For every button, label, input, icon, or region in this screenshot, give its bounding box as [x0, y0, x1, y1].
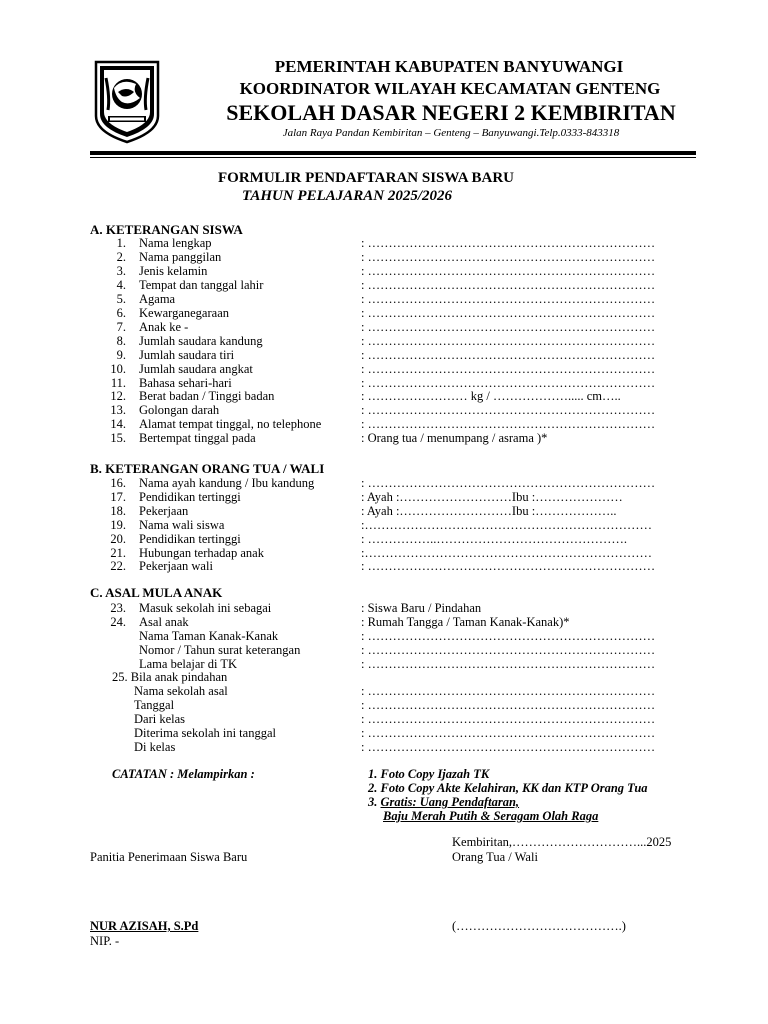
item-label: Pendidikan tertinggi: [139, 532, 241, 546]
guardian-signature-line: (………………………………….): [452, 919, 626, 933]
sub-item-value: : ……………………………………………………………: [361, 684, 656, 698]
item-number: 20.: [110, 532, 126, 546]
place-date: Kembiritan,…………………………...2025: [452, 835, 672, 849]
section-a-heading: A. KETERANGAN SISWA: [90, 222, 243, 237]
item-value: : ……………………………………………………………: [361, 292, 656, 306]
item-number: 1.: [116, 236, 126, 250]
item-label: Jumlah saudara tiri: [139, 348, 235, 362]
item-label: Jenis kelamin: [139, 264, 208, 278]
item-label: Asal anak: [139, 615, 189, 629]
section-b-heading: B. KETERANGAN ORANG TUA / WALI: [90, 461, 325, 476]
sub-item-value: : ……………………………………………………………: [361, 657, 656, 671]
header-address: Jalan Raya Pandan Kembiritan – Genteng – Banyuwangi.Telp.0333-843318: [282, 127, 620, 139]
item-value: : ……………..……………………………………….: [361, 532, 627, 546]
item-value: : …………………… kg / ………………..... cm…..: [361, 389, 621, 403]
item-value: : Siswa Baru / Pindahan: [361, 601, 482, 615]
sub-item-label: Lama belajar di TK: [139, 657, 237, 671]
item-value: : ……………………………………………………………: [361, 403, 656, 417]
item-number: 10.: [110, 362, 126, 376]
sub-item-label: Diterima sekolah ini tanggal: [134, 726, 276, 740]
item-number: 13.: [110, 403, 126, 417]
committee-name: NUR AZISAH, S.Pd: [90, 919, 199, 933]
sub-item-value: : ……………………………………………………………: [361, 698, 656, 712]
committee-role: Panitia Penerimaan Siswa Baru: [90, 850, 248, 864]
item-value: : ……………………………………………………………: [361, 306, 656, 320]
item-number: 12.: [110, 389, 126, 403]
item-value: : ……………………………………………………………: [361, 334, 656, 348]
item-label: Hubungan terhadap anak: [139, 546, 264, 560]
sub-item-value: : ……………………………………………………………: [361, 643, 656, 657]
item-label: Anak ke -: [139, 320, 189, 334]
item-value: : ……………………………………………………………: [361, 264, 656, 278]
item-number: 19.: [110, 518, 126, 532]
item-label: Jumlah saudara angkat: [139, 362, 253, 376]
item-number: 15.: [110, 431, 126, 445]
item-number: 18.: [110, 504, 126, 518]
form-title: FORMULIR PENDAFTARAN SISWA BARU: [218, 170, 514, 186]
item-value: : ……………………………………………………………: [361, 236, 656, 250]
header-rule-thin: [90, 157, 696, 158]
note-2: 2. Foto Copy Akte Kelahiran, KK dan KTP Orang Tua: [368, 781, 648, 795]
item-number: 11.: [110, 376, 126, 390]
sub-item-value: : ……………………………………………………………: [361, 740, 656, 754]
item-number: 22.: [110, 559, 126, 573]
item-value: : ……………………………………………………………: [361, 320, 656, 334]
sub-item-value: : ……………………………………………………………: [361, 726, 656, 740]
item-label: Berat badan / Tinggi badan: [139, 389, 275, 403]
item-value: : Rumah Tangga / Taman Kanak-Kanak)*: [361, 615, 570, 629]
item-label: Bertempat tinggal pada: [139, 431, 256, 445]
item-value: : Ayah :………………………Ibu :…………………: [361, 490, 623, 504]
committee-nip: NIP. -: [90, 934, 120, 948]
item-value: : Ayah :………………………Ibu :………………..: [361, 504, 617, 518]
header-rule-thick: [90, 151, 696, 155]
item-number: 17.: [110, 490, 126, 504]
item-value: : Orang tua / menumpang / asrama )*: [361, 431, 548, 445]
item-label: Nama lengkap: [139, 236, 212, 250]
header-school-name: SEKOLAH DASAR NEGERI 2 KEMBIRITAN: [226, 100, 676, 125]
item-number: 14.: [110, 417, 126, 431]
section-c-heading: C. ASAL MULA ANAK: [90, 585, 223, 600]
item-value: : ……………………………………………………………: [361, 362, 656, 376]
item-number: 2.: [116, 250, 126, 264]
item-number: 6.: [116, 306, 126, 320]
item-number: 7.: [116, 320, 126, 334]
item-number: 16.: [110, 476, 126, 490]
guardian-role: Orang Tua / Wali: [452, 850, 538, 864]
item-label: Nama ayah kandung / Ibu kandung: [139, 476, 315, 490]
item-value: : ……………………………………………………………: [361, 348, 656, 362]
item-value: : ……………………………………………………………: [361, 278, 656, 292]
item-number: 21.: [110, 546, 126, 560]
note-3-text: Gratis: Uang Pendaftaran,: [380, 795, 520, 809]
sub-item-value: : ……………………………………………………………: [361, 712, 656, 726]
item-number: 24.: [110, 615, 126, 629]
item-label: Kewarganegaraan: [139, 306, 229, 320]
note-3: 3. Gratis: Uang Pendaftaran,: [368, 795, 520, 809]
item-number: 3.: [116, 264, 126, 278]
item-label: Nama wali siswa: [139, 518, 225, 532]
sub-item-value: : ……………………………………………………………: [361, 629, 656, 643]
item-number: 9.: [116, 348, 126, 362]
form-year: TAHUN PELAJARAN 2025/2026: [242, 188, 453, 204]
item-label: Jumlah saudara kandung: [139, 334, 263, 348]
item-number: 5.: [116, 292, 126, 306]
item-25-label: 25. Bila anak pindahan: [112, 670, 228, 684]
item-number: 4.: [116, 278, 126, 292]
item-label: Nama panggilan: [139, 250, 222, 264]
sub-item-label: Di kelas: [134, 740, 176, 754]
sub-item-label: Nama Taman Kanak-Kanak: [139, 629, 279, 643]
item-label: Pekerjaan wali: [139, 559, 213, 573]
sub-item-label: Nomor / Tahun surat keterangan: [139, 643, 301, 657]
notes-label: CATATAN : Melampirkan :: [112, 767, 255, 781]
item-label: Masuk sekolah ini sebagai: [139, 601, 272, 615]
item-value: : ……………………………………………………………: [361, 559, 656, 573]
header-coordinator: KOORDINATOR WILAYAH KECAMATAN GENTENG: [239, 79, 661, 98]
sub-item-label: Tanggal: [134, 698, 175, 712]
sub-item-label: Dari kelas: [134, 712, 186, 726]
item-label: Pekerjaan: [139, 504, 189, 518]
header-government: PEMERINTAH KABUPATEN BANYUWANGI: [274, 57, 624, 76]
item-value: : ……………………………………………………………: [361, 417, 656, 431]
item-value: : ……………………………………………………………: [361, 250, 656, 264]
item-value: : ……………………………………………………………: [361, 476, 656, 490]
item-number: 23.: [110, 601, 126, 615]
item-label: Golongan darah: [139, 403, 220, 417]
item-value: : ……………………………………………………………: [361, 376, 656, 390]
item-label: Agama: [139, 292, 176, 306]
item-number: 8.: [116, 334, 126, 348]
item-value: :……………………………………………………………: [361, 518, 652, 532]
note-1: 1. Foto Copy Ijazah TK: [368, 767, 490, 781]
sub-item-label: Nama sekolah asal: [134, 684, 228, 698]
item-label: Bahasa sehari-hari: [139, 376, 232, 390]
item-label: Pendidikan tertinggi: [139, 490, 241, 504]
note-3-line2: Baju Merah Putih & Seragam Olah Raga: [383, 809, 599, 823]
item-label: Tempat dan tanggal lahir: [139, 278, 264, 292]
item-value: :……………………………………………………………: [361, 546, 652, 560]
banyuwangi-regency-emblem-icon: [92, 58, 162, 144]
item-label: Alamat tempat tinggal, no telephone: [139, 417, 322, 431]
